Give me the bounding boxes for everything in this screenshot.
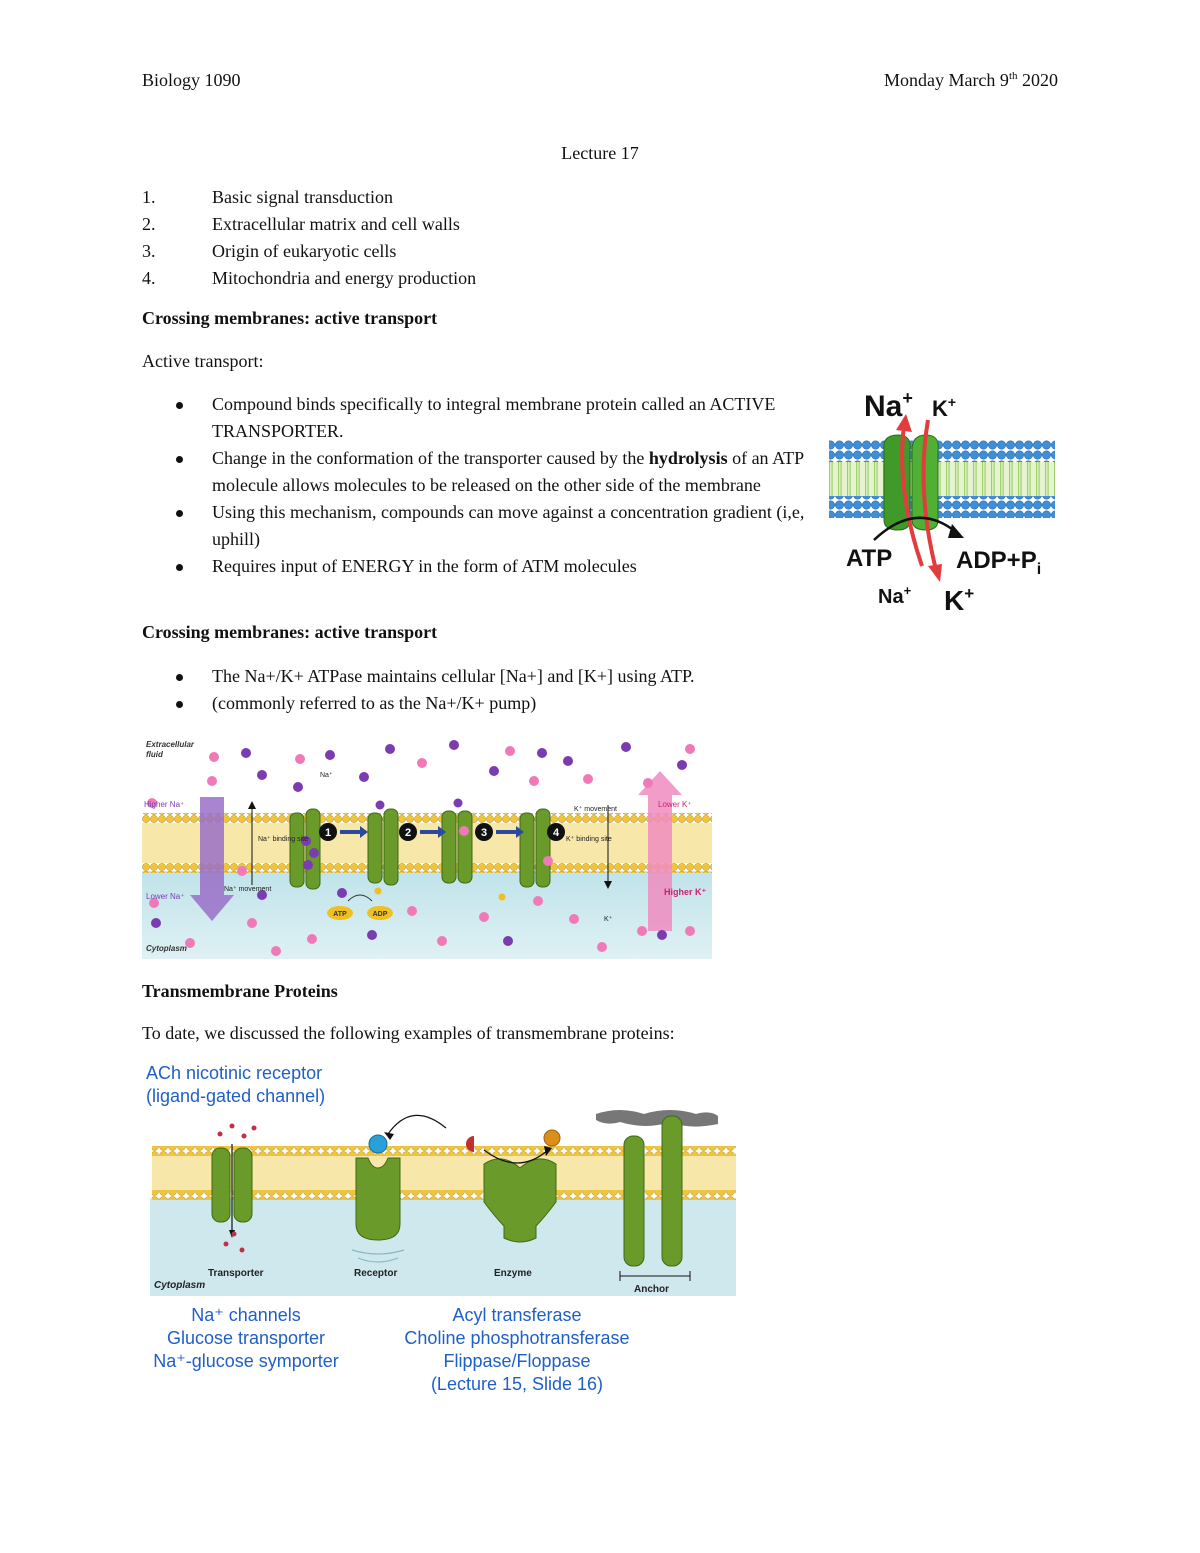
list-item: Choline phosphotransferase (404, 1328, 630, 1348)
adp-label: $ADP+P_i$ (956, 547, 1042, 578)
list-item: Na⁺ channels (191, 1305, 301, 1325)
transporter-label: Transporter (208, 1268, 264, 1279)
fluid-label: fluid (146, 750, 163, 759)
list-item: (Lecture 15, Slide 16) (430, 1374, 604, 1394)
section-heading-transmembrane: Transmembrane Proteins (142, 981, 338, 1001)
active-transport-bullets (142, 391, 814, 580)
list-item: Compound binds specifically to integral membrane protein called an ACTIVE TRANSPORTER. (142, 391, 814, 445)
anchor-label: Anchor (634, 1284, 669, 1295)
list-item: Na⁺-glucose symporter (153, 1351, 339, 1371)
na-binding-label: Na⁺ binding site (258, 836, 309, 843)
channel-examples-list (142, 1304, 350, 1373)
k-bottom-label: K+ (944, 584, 975, 616)
course-name: Biology 1090 (142, 70, 241, 90)
list-item: Using this mechanism, compounds can move against a concentration gradient (i,e, uphill) (142, 499, 814, 553)
higher-na-label: Higher Na⁺ (144, 800, 185, 809)
svg-text:1: 1 (324, 827, 332, 839)
lecture-date: Monday March 9th 2020 (883, 70, 1058, 90)
lower-k-label: Lower K⁺ (658, 800, 692, 809)
adp-label: ADP (372, 911, 388, 918)
list-item: Glucose transporter (166, 1328, 326, 1348)
section-heading-na-k-pump: Crossing membranes: active transport (142, 622, 438, 642)
na-bottom-label: Na+ (878, 583, 912, 608)
svg-text:4: 4 (552, 827, 560, 839)
list-item: The Na+/K+ ATPase maintains cellular [Na+] and [K+] using ATP. (142, 663, 842, 690)
list-item: (commonly referred to as the Na+/K+ pump) (142, 690, 842, 717)
atp-label: ATP (333, 911, 347, 918)
list-item: 1. Basic signal transduction (142, 187, 393, 207)
k-movement-label: K⁺ movement (574, 806, 617, 813)
pump-bullets (142, 663, 842, 717)
cytoplasm-label: Cytoplasm (146, 944, 187, 953)
topic-list (142, 184, 476, 292)
list-item: 4. Mitochondria and energy production (142, 268, 477, 288)
transmembrane-intro: To date, we discussed the following examples of transmembrane proteins: (142, 1023, 675, 1043)
receptor-label: Receptor (354, 1268, 398, 1279)
transmembrane-proteins-figure (150, 1106, 736, 1296)
higher-k-label: Higher K⁺ (664, 887, 707, 897)
k-top-label: K+ (932, 394, 957, 421)
k-ion-label: K⁺ (604, 916, 613, 923)
list-item: Flippase/Floppase (443, 1351, 591, 1371)
lower-na-label: Lower Na⁺ (146, 892, 185, 901)
ach-receptor-title: ACh nicotinic receptor (ligand-gated channel) (146, 1063, 326, 1106)
list-item: 3. Origin of eukaryotic cells (142, 241, 397, 261)
lecture-title: Lecture 17 (561, 143, 639, 163)
extracellular-label: Extracellular (146, 740, 195, 749)
svg-text:3: 3 (480, 827, 488, 839)
section-heading-active-transport: Crossing membranes: active transport (142, 308, 438, 328)
na-k-pump-cycle-figure (142, 735, 712, 959)
na-ion-label: Na⁺ (320, 772, 333, 779)
na-movement-label: Na⁺ movement (224, 886, 272, 893)
active-transport-intro: Active transport: (142, 351, 264, 371)
svg-text:2: 2 (404, 827, 412, 839)
na-top-label: Na+ (864, 388, 913, 423)
enzyme-examples-list (380, 1304, 654, 1396)
list-item: Acyl transferase (452, 1305, 582, 1325)
list-item: 2. Extracellular matrix and cell walls (142, 214, 460, 234)
list-item: Requires input of ENERGY in the form of ATM molecules (142, 553, 814, 580)
k-binding-label: K⁺ binding site (566, 836, 612, 843)
cytoplasm-label: Cytoplasm (154, 1280, 206, 1291)
sodium-potassium-pump-figure (826, 380, 1058, 620)
enzyme-label: Enzyme (494, 1268, 532, 1279)
list-item: Change in the conformation of the transporter caused by the hydrolysis of an ATP molecule allows molecules to be released on the other side of the membrane (142, 445, 814, 499)
atp-label: ATP (846, 545, 893, 572)
